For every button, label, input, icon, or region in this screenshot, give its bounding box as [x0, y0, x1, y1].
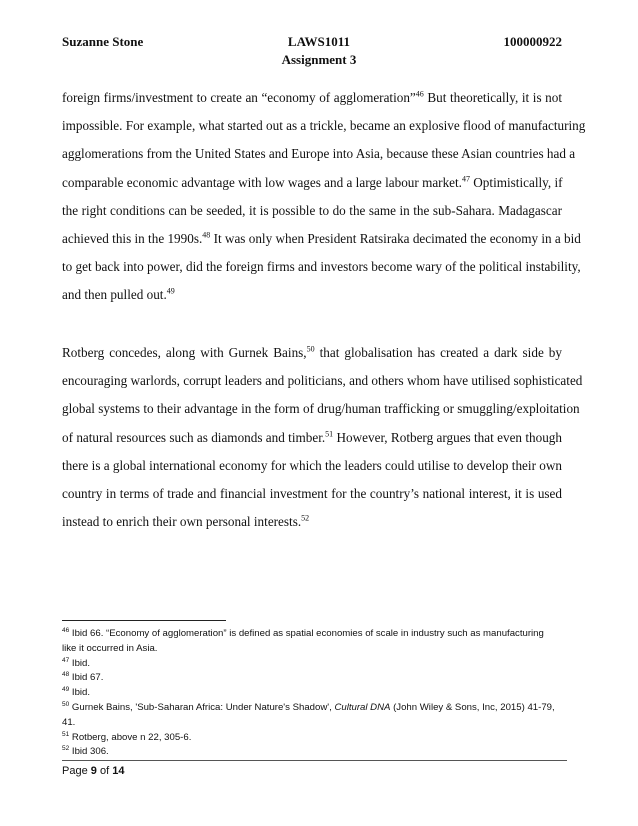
text-line — [62, 253, 581, 281]
footnote-line — [62, 731, 567, 746]
footnote-text: Ibid 306. — [71, 746, 109, 758]
text-run: the right conditions can be seeded, it is possible to do the same in the sub-Sahara. Madagascar — [62, 202, 562, 218]
footnote-number: 52 — [62, 745, 70, 753]
footnote-number: 49 — [62, 686, 70, 693]
text-run: Optimistically, if — [469, 174, 563, 190]
footnote-line — [62, 627, 567, 642]
footnote-ref[interactable]: 46 — [415, 89, 424, 99]
text-run: country in terms of trade and financial investment for the country’s national interest, it is used — [62, 485, 562, 501]
footer-page-number: 9 — [90, 765, 97, 777]
text-line — [62, 197, 562, 225]
footnote-line — [62, 657, 567, 672]
footnote-text: Gurnek Bains, 'Sub-Saharan Africa: Under Nature's Shadow', — [71, 701, 335, 713]
header-student-id: 100000922 — [503, 34, 562, 49]
text-line — [62, 225, 581, 253]
footnote-ref[interactable]: 47 — [461, 174, 470, 184]
footer-page-total: 14 — [112, 765, 125, 777]
text-run: encouraging warlords, corrupt leaders and politicians, and others whom have utilised sophisticated — [62, 373, 583, 389]
footnote-number: 46 — [62, 626, 70, 634]
text-line — [62, 84, 562, 112]
text-run: to get back into power, did the foreign firms and investors become wary of the political instability, — [62, 259, 581, 275]
text-line — [62, 508, 562, 536]
footnote-line — [62, 686, 567, 701]
footnote-text: Ibid 66. “Economy of agglomeration” is defined as spatial economies of scale in industry such as manufacturing — [71, 628, 544, 639]
header-course: LAWS1011 — [287, 34, 351, 49]
text-line — [62, 169, 562, 197]
text-run: It was only when President Ratsiraka decimated the economy in a bid — [210, 230, 581, 246]
page-footer — [62, 765, 124, 777]
text-run: and then pulled out. — [62, 287, 167, 303]
footnote-text: Ibid. — [71, 657, 91, 669]
footnote-text: (John Wiley & Sons, Inc, 2015) 41-79, — [390, 701, 555, 713]
body-paragraph-2 — [62, 339, 583, 536]
text-run: agglomerations from the United States and Europe into Asia, because these Asian countries had a — [62, 146, 576, 162]
text-line — [62, 424, 562, 452]
text-line — [62, 395, 580, 423]
footer-rule — [62, 760, 567, 761]
text-line — [62, 452, 562, 480]
text-run: comparable economic advantage with low wages and a large labour market. — [62, 174, 462, 190]
text-run: of natural resources such as diamonds and timber. — [62, 429, 326, 445]
footer-of-word: of — [99, 765, 110, 777]
text-run: that globalisation has created a dark side by — [314, 345, 562, 360]
body-paragraph-1 — [62, 84, 586, 310]
footnote-ref[interactable]: 49 — [166, 286, 175, 296]
text-line — [62, 281, 562, 309]
text-line — [62, 367, 583, 395]
text-line — [62, 112, 586, 140]
text-line — [62, 140, 576, 168]
header-author: Suzanne Stone — [62, 34, 144, 49]
footnote-text: Rotberg, above n 22, 305-6. — [71, 731, 192, 743]
footnote-number: 48 — [62, 671, 70, 679]
footer-page-word: Page — [62, 765, 88, 777]
text-run: there is a global international economy for which the leaders could utilise to develop their own — [62, 457, 562, 473]
text-run: instead to enrich their own personal interests. — [62, 514, 302, 530]
text-run: Rotberg concedes, along with Gurnek Bains, — [62, 345, 307, 360]
text-run: global systems to their advantage in the form of drug/human trafficking or smuggling/exploitation — [62, 401, 580, 417]
footnote-line — [62, 745, 567, 760]
footnote-number: 47 — [62, 656, 70, 664]
footnote-ref[interactable]: 48 — [202, 230, 211, 240]
footnote-ref[interactable]: 52 — [301, 513, 310, 523]
footnote-text: Ibid 67. — [71, 672, 104, 684]
text-line — [62, 339, 562, 367]
text-run: impossible. For example, what started out as a trickle, became an explosive flood of manufacturing — [62, 118, 586, 134]
footnote-line — [62, 671, 567, 686]
text-run: foreign firms/investment to create an “economy of agglomeration” — [62, 90, 416, 105]
text-line — [62, 480, 562, 508]
footnotes — [62, 627, 567, 760]
text-run: However, Rotberg argues that even though — [333, 429, 562, 445]
footnote-text: Ibid. — [71, 687, 91, 699]
text-run: But theoretically, it is not — [423, 90, 563, 105]
footnote-line: like it occurred in Asia. — [62, 642, 158, 654]
footnote-number: 50 — [62, 700, 70, 708]
footnote-ref[interactable]: 50 — [306, 344, 315, 354]
footnote-line — [62, 701, 567, 716]
footnote-book-title: Cultural DNA — [334, 701, 391, 713]
footnote-ref[interactable]: 51 — [325, 429, 334, 439]
text-run: achieved this in the 1990s. — [62, 230, 203, 246]
footnote-separator — [62, 620, 226, 621]
footnote-number: 51 — [62, 730, 70, 738]
footnote-line: 41. — [62, 716, 76, 728]
header-assignment: Assignment 3 — [281, 52, 357, 67]
